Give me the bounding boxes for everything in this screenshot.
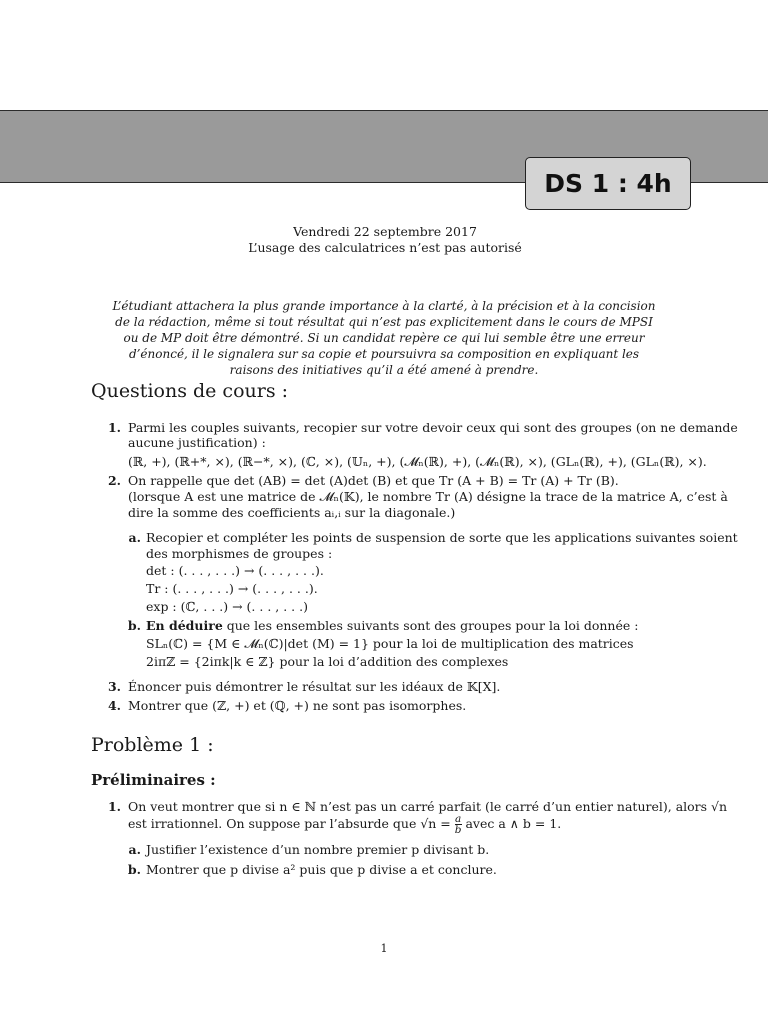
calculator-note: L’usage des calculatrices n’est pas autorisé (248, 240, 522, 255)
q2b-rest: que les ensembles suivants sont des groupes pour la loi donnée : (222, 618, 639, 633)
exam-info (100, 224, 670, 256)
q1-line1: Parmi les couples suivants, recopier sur votre devoir ceux qui sont des groupes (on ne demande (128, 420, 738, 435)
q2a-det: det : (. . . , . . .) → (. . . , . . .). (146, 563, 324, 578)
q2b-label: b. (127, 618, 141, 633)
q2a-line2: des morphismes de groupes : (146, 546, 333, 561)
q1-number: 1. (107, 420, 121, 435)
subsection-preliminaires: Préliminaires : (91, 771, 216, 789)
q2a-label: a. (128, 530, 141, 545)
p1b-text: Montrer que p divise a² puis que p divise a et conclure. (146, 862, 497, 877)
frac-denominator: b (454, 824, 462, 836)
q3-number: 3. (107, 679, 121, 694)
p1a-label: a. (128, 842, 141, 857)
page-number: 1 (380, 942, 388, 955)
p1-line2-start: est irrationnel. On suppose par l’absurde que √n = (128, 816, 455, 831)
frac-numerator: a (455, 813, 462, 825)
exam-date: Vendredi 22 septembre 2017 (293, 224, 477, 239)
q2b-z: 2iπℤ = {2iπk|k ∈ ℤ} pour la loi d’addition des complexes (146, 654, 509, 669)
p1b-label: b. (127, 862, 141, 877)
q2b-sl: SLₙ(ℂ) = {M ∈ 𝓜ₙ(ℂ)|det (M) = 1} pour la loi de multiplication des matrices (146, 636, 634, 651)
q4-text: Montrer que (ℤ, +) et (ℚ, +) ne sont pas isomorphes. (128, 698, 467, 713)
section-title-cours: Questions de cours : (91, 380, 289, 402)
q2a-line1: Recopier et compléter les points de suspension de sorte que les applications suivantes soient (146, 530, 738, 545)
instructions-paragraph: L’étudiant attachera la plus grande importance à la clarté, à la précision et à la concision de la rédaction, même si tout résultat qui n’est pas explicitement dans le cours de MPSI ou de MP doit être démontré. Si un candidat repère ce qui lui semble être une erreur d’énoncé, il le signalera sur sa copie et poursuivra sa composition en expliquant les raisons des initiatives qu’il a été amené à prendre. (112, 299, 656, 377)
q2-number: 2. (107, 473, 121, 488)
q2-line2: (lorsque A est une matrice de 𝓜ₙ(𝕂), le nombre Tr (A) désigne la trace de la matrice A, c’est à (128, 489, 728, 504)
p1-line2-end: avec a ∧ b = 1. (461, 816, 562, 831)
q2b-bold: En déduire (146, 618, 223, 633)
p1a-text: Justifier l’existence d’un nombre premier p divisant b. (146, 842, 490, 857)
q4-number: 4. (107, 698, 121, 713)
p1-number: 1. (107, 799, 121, 814)
q2b-line1 (146, 618, 638, 634)
exam-duration-box: DS 1 : 4h (525, 157, 691, 210)
q2a-tr: Tr : (. . . , . . .) → (. . . , . . .). (146, 581, 318, 596)
q2-line3: dire la somme des coefficients aᵢ,ᵢ sur la diagonale.) (128, 505, 456, 520)
q3-text: Énoncer puis démontrer le résultat sur les idéaux de 𝕂[X]. (128, 679, 501, 694)
q1-line2: aucune justification) : (128, 435, 266, 450)
section-title-probleme: Problème 1 : (91, 734, 214, 756)
p1-line2 (128, 814, 561, 835)
q2-line1: On rappelle que det (AB) = det (A)det (B) et que Tr (A + B) = Tr (A) + Tr (B). (128, 473, 619, 488)
q1-groups-list: (ℝ, +), (ℝ+*, ×), (ℝ−*, ×), (ℂ, ×), (𝕌ₙ, +), (𝓜ₙ(ℝ), +), (𝓜ₙ(ℝ), ×), (GLₙ(ℝ), +), (GLₙ(ℝ), ×). (128, 454, 707, 469)
fraction-a-over-b (455, 814, 462, 835)
p1-line1: On veut montrer que si n ∈ ℕ n’est pas un carré parfait (le carré d’un entier naturel), alors √n (128, 799, 728, 814)
q2a-exp: exp : (ℂ, . . .) → (. . . , . . .) (146, 599, 308, 614)
